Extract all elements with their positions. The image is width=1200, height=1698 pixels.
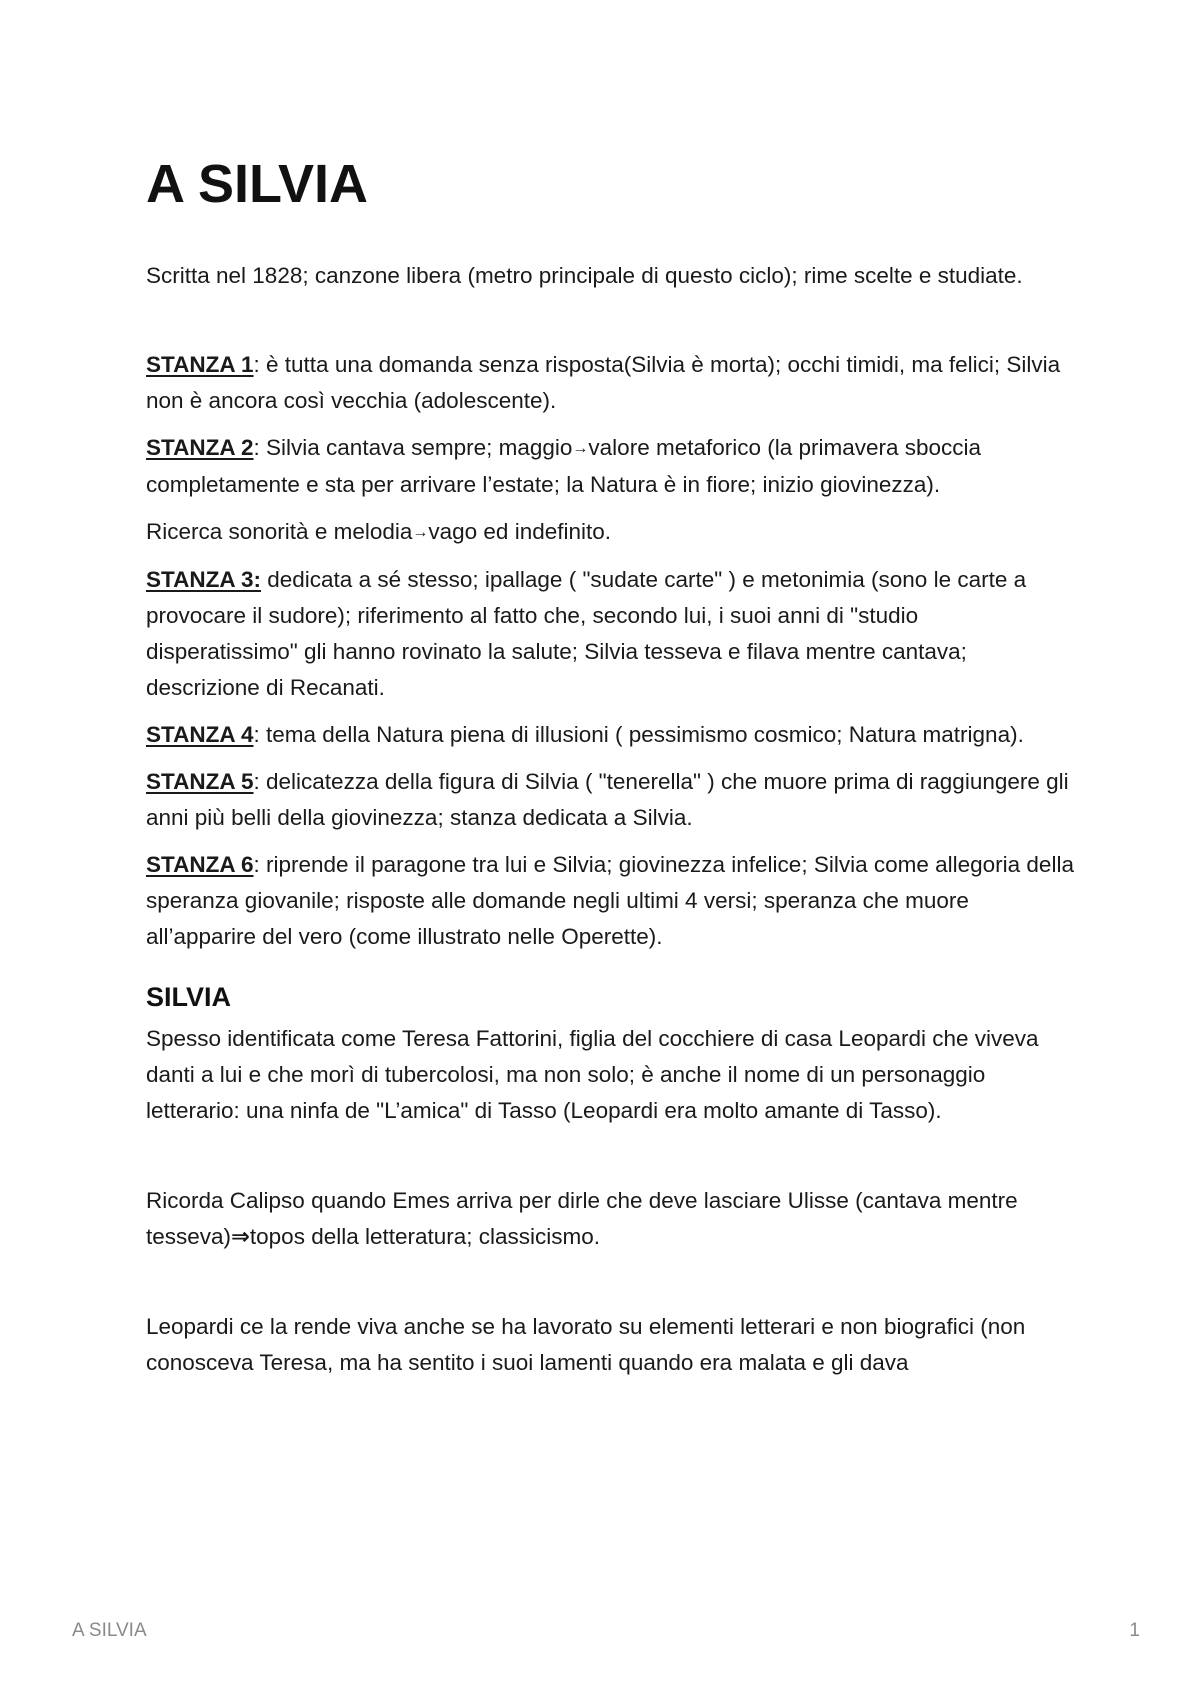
stanza-3-text: dedicata a sé stesso; ipallage ( "sudate carte" ) e metonimia (sono le carte a provocare il sudore); riferimento al fatto che, secondo lui, i suoi anni di "studio disperatissimo" gli hanno rovinato la salute; Silvia tesseva e filava mentre cantava; descrizione di Recanati. (146, 567, 1027, 700)
footer-page-number: 1 (1129, 1620, 1140, 1641)
stanza-5-text: : delicatezza della figura di Silvia ( "tenerella" ) che muore prima di raggiungere gli anni più belli della giovinezza; stanza dedicata a Silvia. (146, 769, 1069, 830)
stanza-6-text: : riprende il paragone tra lui e Silvia; giovinezza infelice; Silvia come allegoria della speranza giovanile; risposte alle domande negli ultimi 4 versi; speranza che muore all’apparire del vero (come illustrato nelle Operette). (146, 852, 1074, 949)
page-title: A SILVIA (146, 154, 369, 214)
stanza-2-label: STANZA 2 (146, 435, 254, 460)
stanza-1-paragraph (146, 347, 1076, 419)
stanza-1-label: STANZA 1 (146, 352, 254, 377)
silvia-paragraph-3: Leopardi ce la rende viva anche se ha lavorato su elementi letterari e non biografici (non conosceva Teresa, ma ha sentito i suoi lamenti quando era malata e gli dava (146, 1314, 1026, 1375)
intro-paragraph: Scritta nel 1828; canzone libera (metro principale di questo ciclo); rime scelte e studiate. (146, 263, 1023, 288)
stanza-5-paragraph (146, 764, 1076, 836)
stanza-2-text-a: : Silvia cantava sempre; maggio (253, 435, 573, 460)
stanza-4-text: : tema della Natura piena di illusioni ( pessimismo cosmico; Natura matrigna). (253, 722, 1024, 747)
silvia-paragraph-2-a: Ricorda Calipso quando Emes arriva per dirle che deve lasciare Ulisse (cantava mentre tesseva) (146, 1188, 1018, 1249)
stanza-5-label: STANZA 5 (146, 769, 254, 794)
stanza-2-extra-a: Ricerca sonorità e melodia (146, 519, 413, 544)
document-body (146, 150, 1076, 1381)
stanza-2-extra-paragraph (146, 514, 1076, 551)
double-right-arrow-icon: ⇒ (231, 1224, 250, 1249)
stanza-2-paragraph (146, 430, 1076, 503)
silvia-paragraph-1: Spesso identificata come Teresa Fattorini, figlia del cocchiere di casa Leopardi che viveva danti a lui e che morì di tubercolosi, ma non solo; è anche il nome di un personaggio letterario: una ninfa de "L’amica" di Tasso (Leopardi era molto amante di Tasso). (146, 1026, 1039, 1123)
stanza-6-label: STANZA 6 (146, 852, 254, 877)
stanza-3-paragraph (146, 562, 1076, 706)
section-heading-silvia: SILVIA (146, 982, 232, 1012)
stanza-1-text: : è tutta una domanda senza risposta(Silvia è morta); occhi timidi, ma felici; Silvia non è ancora così vecchia (adolescente). (146, 352, 1061, 413)
silvia-paragraph-2-b: topos della letteratura; classicismo. (249, 1224, 601, 1249)
stanza-4-label: STANZA 4 (146, 722, 254, 747)
stanza-4-paragraph (146, 717, 1076, 753)
footer-document-title: A SILVIA (72, 1620, 147, 1641)
stanza-6-paragraph (146, 847, 1076, 955)
silvia-paragraph-2 (146, 1183, 1076, 1255)
stanza-3-label: STANZA 3: (146, 567, 261, 592)
right-arrow-icon: → (572, 440, 589, 457)
stanza-2-extra-b: vago ed indefinito. (428, 519, 612, 544)
right-arrow-icon: → (412, 524, 429, 541)
stanza-2-text-b: valore metaforico (la primavera sboccia completamente e sta per arrivare l’estate; la Natura è in fiore; inizio giovinezza). (146, 435, 982, 497)
